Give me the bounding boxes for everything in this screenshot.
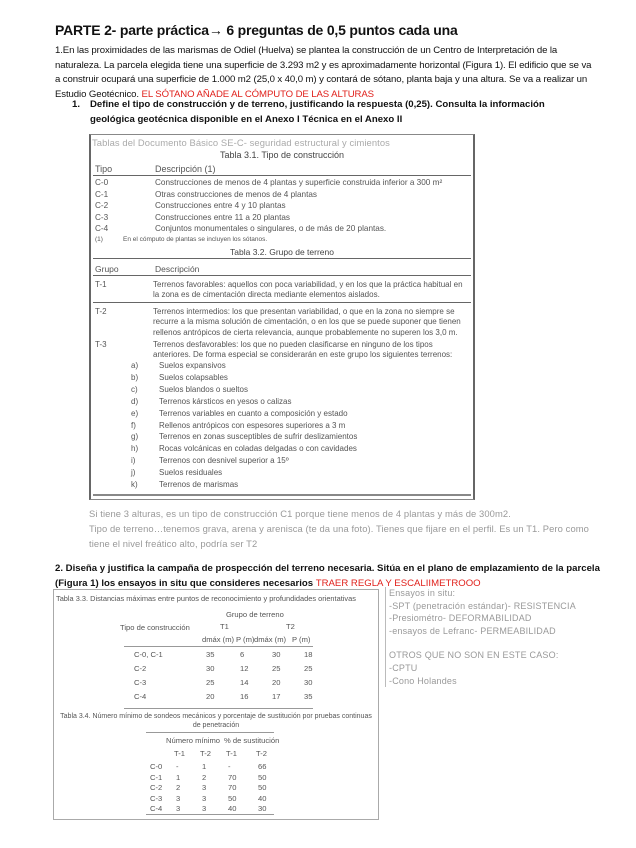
note-line: -Presiométro- DEFORMABILIDAD	[389, 613, 532, 624]
table-cell: 30	[258, 804, 267, 813]
subheader-cell: P (m)	[292, 635, 311, 644]
construction-type-header: Tipo de construcción	[120, 623, 190, 632]
notes-in-situ-tests	[385, 587, 586, 687]
min-number-header: Número mínimo	[166, 736, 221, 745]
type-code: C-3	[95, 212, 109, 222]
table-cell: 3	[176, 804, 181, 813]
table-cell: 25	[272, 664, 281, 673]
table-cell: C-0, C-1	[134, 650, 163, 659]
group-code: T-2	[95, 307, 107, 316]
type-description: Otras construcciones de menos de 4 plantas	[155, 189, 318, 199]
table-cell: 20	[206, 692, 215, 701]
note-line: Ensayos in situ:	[389, 588, 456, 598]
table-cell: 20	[272, 678, 281, 687]
table-cell: 40	[258, 793, 267, 803]
t2-header: T2	[286, 622, 295, 631]
list-item	[131, 456, 289, 465]
question-1	[72, 97, 592, 127]
type-code: C-2	[95, 201, 109, 210]
list-letter: d)	[131, 396, 139, 406]
subheader-cell: P (m)	[236, 635, 255, 644]
list-text: Suelos residuales	[159, 468, 223, 478]
list-letter: g)	[131, 432, 139, 442]
list-text: Suelos colapsables	[159, 372, 228, 382]
header-cell: Descripción	[155, 264, 200, 274]
footnote-mark: (1)	[95, 236, 103, 243]
header-cell: Grupo	[95, 264, 119, 274]
table-cell: 70	[228, 772, 237, 782]
table-cell: 25	[304, 664, 313, 673]
note-line: -SPT (penetración estándar)- RESISTENCIA	[389, 600, 576, 611]
subheader-cell: T-2	[200, 749, 211, 758]
table-cell: C-2	[134, 664, 147, 673]
list-letter: b)	[131, 372, 139, 382]
list-item	[131, 409, 348, 418]
table-cell: 50	[228, 793, 237, 803]
list-text: Terrenos en zonas susceptibles de sufrir deslizamientos	[159, 432, 358, 442]
list-item	[131, 397, 292, 406]
group-description: Terrenos intermedios: los que presentan variabilidad, o que en la zona no siempre se recurre a la misma solución de cimentación, o en los que se puede suponer que tienen rellenos antrópicos de cierta relevancia, aunque probablemente no superen los 3,0 m.	[153, 307, 461, 337]
table-cell: 2	[202, 772, 207, 782]
list-item	[131, 361, 226, 370]
table-cell: C-1	[150, 772, 163, 782]
substitution-header: % de sustitución	[224, 736, 280, 745]
table-cell: 3	[202, 783, 207, 792]
table-cell: 6	[240, 650, 245, 659]
table-3-4-caption: Tabla 3.4. Número mínimo de sondeos mecánicos y porcentaje de sustitución por pruebas continuas de penetración	[60, 713, 372, 729]
table-cell: 12	[240, 664, 249, 673]
table-cell: 2	[176, 783, 181, 792]
table-cell: 1	[202, 762, 207, 771]
type-code: C-4	[95, 224, 109, 233]
intro-paragraph	[55, 44, 595, 102]
question-text: 2. Diseña y justifica la campaña de prospección del terreno necesaria. Sitúa en el plano de emplazamiento de la parcela (Figura 1) los ensayos in situ que consideres necesarios	[55, 563, 600, 589]
table-cell: C-3	[134, 678, 147, 687]
list-letter: a)	[131, 361, 139, 370]
question-number: 1.	[72, 99, 81, 110]
table-row	[95, 201, 286, 210]
table-cell: -	[176, 762, 179, 771]
figure-tables-3-1-3-2	[89, 134, 475, 500]
list-text: Suelos expansivos	[159, 361, 226, 370]
subheader-cell: T-1	[174, 749, 185, 758]
table-cell: 3	[202, 804, 207, 813]
question-text: Define el tipo de construcción y de terreno, justificando la respuesta (0,25). Consulta la información geológica geotécnica disponible en el Anexo I Técnica en el Anexo II	[90, 99, 545, 125]
list-text: Terrenos kársticos en yesos o calizas	[159, 396, 292, 406]
table-3-1-header	[95, 164, 216, 174]
table-cell: 18	[304, 650, 313, 659]
list-letter: j)	[131, 468, 136, 478]
list-letter: i)	[131, 456, 136, 466]
subheader-cell: dmáx (m)	[254, 635, 287, 644]
table-cell: 16	[240, 692, 249, 701]
type-code: C-1	[95, 189, 109, 199]
note-line: -Cono Holandes	[389, 675, 457, 686]
table-cell: C-0	[150, 762, 163, 771]
table-cell: C-4	[150, 804, 163, 813]
list-item	[131, 444, 357, 453]
list-text: Suelos blandos o sueltos	[159, 384, 248, 394]
table-cell: 50	[258, 783, 267, 792]
type-description: Construcciones entre 11 a 20 plantas	[155, 212, 291, 222]
list-item	[131, 421, 345, 430]
type-code: C-0	[95, 178, 109, 187]
table-cell: 14	[240, 678, 249, 687]
intro-note: EL SÓTANO AÑADE AL CÓMPUTO DE LAS ALTURAS	[141, 88, 374, 100]
list-text: Terrenos de marismas	[159, 480, 239, 489]
table-cell: 30	[206, 664, 215, 673]
list-letter: k)	[131, 480, 138, 489]
group-header: Grupo de terreno	[226, 610, 284, 619]
list-letter: f)	[131, 420, 136, 430]
table-cell: 17	[272, 692, 281, 701]
group-description: Terrenos desfavorables: los que no pueden clasificarse en ninguno de los tipos anteriores. De forma especial se considerarán en este grupo los siguientes terrenos:	[153, 340, 453, 360]
list-text: Terrenos con desnivel superior a 15º	[159, 456, 289, 466]
table-cell: 3	[202, 793, 207, 803]
terrain-group-t1	[95, 280, 467, 301]
header-cell: Descripción (1)	[155, 164, 216, 174]
subheader-cell: T-1	[226, 749, 237, 758]
table-3-1-caption: Tabla 3.1. Tipo de construcción	[219, 150, 345, 160]
terrain-group-t3	[95, 340, 467, 361]
table-cell: 70	[228, 783, 237, 792]
group-code: T-3	[95, 340, 107, 349]
list-item	[131, 468, 222, 477]
group-code: T-1	[95, 280, 107, 289]
table-3-1-footnote	[95, 236, 267, 243]
table-cell: 35	[304, 692, 313, 701]
table-row	[95, 190, 317, 199]
list-letter: c)	[131, 384, 138, 394]
table-cell: 3	[176, 793, 181, 803]
answer-line: Tipo de terreno…tenemos grava, arena y arenisca (te da una foto). Tienes que fijare en el perfil. Es un T1. Pero como tiene el nivel freático alto, podría ser T2	[89, 523, 589, 549]
table-row	[95, 178, 442, 187]
list-letter: h)	[131, 444, 139, 454]
question-note: TRAER REGLA Y ESCALIIMETROOO	[315, 578, 481, 589]
answer-1	[89, 506, 609, 551]
terrain-group-t2	[95, 307, 467, 338]
intro-text: 1.En las proximidades de las marismas de Odiel (Huelva) se plantea la construcción de un Centro de Interpretación de la naturaleza. La parcela elegida tiene una superficie de 3.293 m2 y es aproximadamente horizontal (Figura 1). El edificio que se va a construir ocupará una superficie de 1.000 m2 (25,0 x 40,0 m) y contará de sótano, planta baja y una altura. Se va a realizar un Estudio Geotécnico.	[55, 45, 592, 100]
list-item	[131, 432, 357, 441]
list-text: Terrenos variables en cuanto a composición y estado	[159, 408, 348, 418]
table-3-2-header	[95, 264, 199, 274]
type-description: Construcciones entre 4 y 10 plantas	[155, 201, 286, 210]
list-item	[131, 385, 248, 394]
subheader-cell: T-2	[256, 749, 267, 758]
table-cell: 50	[258, 772, 267, 782]
type-description: Construcciones de menos de 4 plantas y superficie construida inferior a 300 m²	[155, 178, 443, 187]
note-line: -CPTU	[389, 662, 418, 673]
figure-source: Tablas del Documento Básico SE-C- seguridad estructural y cimientos	[92, 137, 390, 148]
section-title: PARTE 2- parte práctica→ 6 preguntas de 0,5 puntos cada una	[55, 22, 458, 38]
table-cell: C-3	[150, 793, 163, 803]
table-cell: C-2	[150, 783, 163, 792]
type-description: Conjuntos monumentales o singulares, o de más de 20 plantas.	[155, 224, 387, 233]
table-cell: -	[228, 762, 231, 771]
table-cell: 25	[206, 678, 215, 687]
table-cell: 30	[304, 678, 313, 687]
table-row	[95, 224, 386, 233]
table-cell: 35	[206, 650, 215, 659]
footnote-text: En el cómputo de plantas se incluyen los sótanos.	[123, 236, 268, 243]
header-cell: Tipo	[95, 164, 113, 174]
list-item	[131, 373, 228, 382]
list-text: Rellenos antrópicos con espesores superiores a 3 m	[159, 420, 346, 430]
subheader-cell: dmáx (m)	[202, 635, 235, 644]
table-3-2-caption: Tabla 3.2. Grupo de terreno	[230, 247, 334, 257]
table-cell: 30	[272, 650, 281, 659]
table-row	[95, 213, 290, 222]
t1-header: T1	[220, 622, 229, 631]
list-text: Rocas volcánicas en coladas delgadas o con cavidades	[159, 444, 357, 454]
note-line: -ensayos de Lefranc- PERMEABILIDAD	[389, 625, 556, 636]
answer-line: Si tiene 3 alturas, es un tipo de construcción C1 porque tiene menos de 4 plantas y más de 300m2.	[89, 508, 511, 519]
table-cell: 40	[228, 804, 237, 813]
table-3-3-caption: Tabla 3.3. Distancias máximas entre puntos de reconocimiento y profundidades orientativas	[56, 594, 356, 603]
table-cell: C-4	[134, 692, 147, 701]
note-line: OTROS QUE NO SON EN ESTE CASO:	[389, 650, 559, 661]
list-item	[131, 480, 238, 489]
figure-tables-3-3-3-4	[53, 589, 379, 820]
table-cell: 1	[176, 772, 181, 782]
list-letter: e)	[131, 408, 139, 418]
table-cell: 66	[258, 762, 267, 771]
group-description: Terrenos favorables: aquellos con poca variabilidad, y en los que la práctica habitual en la zona es de cimentación directa mediante elementos aislados.	[153, 280, 463, 300]
